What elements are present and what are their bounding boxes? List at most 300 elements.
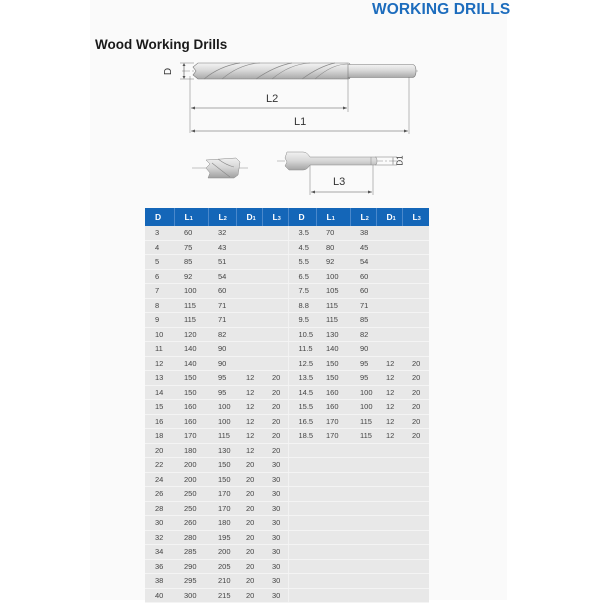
table-cell: [288, 530, 316, 545]
column-header-subscript: 1: [392, 216, 396, 222]
column-header-d-left: [145, 208, 174, 226]
table-row: [145, 472, 429, 487]
column-header-d1-left: [236, 208, 262, 226]
table-cell: 170: [174, 429, 208, 444]
table-cell: [402, 458, 429, 473]
table-cell: [262, 356, 288, 371]
table-cell: 54: [350, 255, 376, 270]
table-cell: 82: [350, 327, 376, 342]
table-cell: 130: [208, 443, 236, 458]
table-cell: [376, 342, 402, 357]
table-cell: 30: [262, 458, 288, 473]
table-cell: 295: [174, 574, 208, 589]
table-cell: 8: [145, 298, 174, 313]
table-cell: 170: [208, 501, 236, 516]
table-cell: [376, 516, 402, 531]
table-row: [145, 255, 429, 270]
table-cell: 92: [316, 255, 350, 270]
table-cell: 36: [145, 559, 174, 574]
table-cell: [262, 327, 288, 342]
table-cell: [262, 226, 288, 240]
table-cell: 92: [174, 269, 208, 284]
table-cell: [376, 226, 402, 240]
table-cell: 140: [174, 356, 208, 371]
table-cell: 100: [208, 400, 236, 415]
table-cell: 82: [208, 327, 236, 342]
table-cell: 13: [145, 371, 174, 386]
table-cell: [376, 313, 402, 328]
table-cell: [402, 545, 429, 560]
table-row: [145, 371, 429, 386]
table-cell: 20: [402, 356, 429, 371]
table-cell: [236, 313, 262, 328]
table-cell: [288, 472, 316, 487]
table-cell: 160: [316, 400, 350, 415]
table-cell: 7.5: [288, 284, 316, 299]
table-cell: 60: [208, 284, 236, 299]
column-header-l2-left: [208, 208, 236, 226]
table-row: [145, 559, 429, 574]
table-cell: 170: [316, 429, 350, 444]
table-cell: [350, 443, 376, 458]
table-row: [145, 530, 429, 545]
table-row: [145, 501, 429, 516]
table-cell: 16: [145, 414, 174, 429]
table-cell: 115: [174, 298, 208, 313]
table-cell: 20: [262, 385, 288, 400]
drill-spec-table: [145, 208, 429, 603]
table-cell: 100: [174, 284, 208, 299]
table-cell: 290: [174, 559, 208, 574]
table-cell: [402, 501, 429, 516]
table-cell: [350, 458, 376, 473]
table-cell: [262, 313, 288, 328]
table-cell: 12: [376, 371, 402, 386]
table-cell: 100: [316, 269, 350, 284]
table-cell: 180: [174, 443, 208, 458]
table-cell: [236, 342, 262, 357]
table-cell: [350, 559, 376, 574]
column-header-subscript: 3: [417, 216, 421, 222]
table-cell: 38: [350, 226, 376, 240]
table-cell: 6: [145, 269, 174, 284]
table-cell: 11.5: [288, 342, 316, 357]
table-cell: 85: [350, 313, 376, 328]
column-header-l1-left: [174, 208, 208, 226]
table-cell: 20: [236, 530, 262, 545]
table-cell: 280: [174, 530, 208, 545]
table-cell: 12: [236, 414, 262, 429]
table-cell: [236, 356, 262, 371]
table-cell: 40: [145, 588, 174, 603]
table-cell: 45: [350, 240, 376, 255]
table-row: [145, 516, 429, 531]
table-cell: 12: [376, 429, 402, 444]
table-cell: [236, 284, 262, 299]
column-header-label: L: [326, 212, 332, 222]
table-cell: [288, 545, 316, 560]
table-cell: 14.5: [288, 385, 316, 400]
table-cell: 20: [262, 429, 288, 444]
table-cell: [376, 545, 402, 560]
table-cell: [350, 530, 376, 545]
table-cell: 15.5: [288, 400, 316, 415]
table-cell: [288, 487, 316, 502]
table-cell: 95: [350, 356, 376, 371]
table-cell: 22: [145, 458, 174, 473]
table-cell: [376, 458, 402, 473]
table-cell: [376, 255, 402, 270]
table-cell: 200: [208, 545, 236, 560]
table-cell: 12: [236, 385, 262, 400]
table-cell: [402, 516, 429, 531]
table-cell: 12: [376, 400, 402, 415]
table-cell: 60: [350, 269, 376, 284]
table-cell: 20: [402, 400, 429, 415]
table-row: [145, 313, 429, 328]
table-cell: 20: [236, 559, 262, 574]
table-row: [145, 298, 429, 313]
table-cell: 90: [350, 342, 376, 357]
table-cell: 115: [316, 298, 350, 313]
table-row: [145, 429, 429, 444]
table-cell: 20: [236, 588, 262, 603]
table-cell: [316, 443, 350, 458]
table-cell: 75: [174, 240, 208, 255]
table-cell: 115: [208, 429, 236, 444]
table-cell: 13.5: [288, 371, 316, 386]
table-cell: [376, 443, 402, 458]
table-header-row: [145, 208, 429, 226]
table-cell: 24: [145, 472, 174, 487]
table-cell: 95: [208, 371, 236, 386]
table-cell: 10.5: [288, 327, 316, 342]
table-cell: [288, 588, 316, 603]
column-header-l3-left: [262, 208, 288, 226]
column-header-label: D: [246, 212, 253, 222]
table-cell: [236, 255, 262, 270]
table-cell: [402, 327, 429, 342]
table-cell: 8.8: [288, 298, 316, 313]
table-cell: 90: [208, 356, 236, 371]
table-cell: 71: [208, 313, 236, 328]
table-cell: 115: [316, 313, 350, 328]
table-cell: [402, 443, 429, 458]
table-row: [145, 400, 429, 415]
table-cell: 20: [145, 443, 174, 458]
table-cell: 30: [262, 574, 288, 589]
table-cell: 12: [236, 443, 262, 458]
table-cell: 12: [376, 385, 402, 400]
table-cell: 20: [402, 414, 429, 429]
table-cell: [288, 443, 316, 458]
table-cell: [316, 545, 350, 560]
label-d: D: [163, 67, 175, 76]
table-cell: [316, 487, 350, 502]
table-row: [145, 284, 429, 299]
drill-shank-diagram: [275, 148, 410, 198]
table-cell: 3.5: [288, 226, 316, 240]
table-cell: 250: [174, 501, 208, 516]
table-cell: 20: [236, 501, 262, 516]
column-header-l1-right: [316, 208, 350, 226]
table-cell: 215: [208, 588, 236, 603]
table-cell: [236, 298, 262, 313]
table-cell: 12: [145, 356, 174, 371]
table-cell: 150: [316, 371, 350, 386]
table-cell: 12: [236, 429, 262, 444]
table-cell: 200: [174, 458, 208, 473]
table-cell: 18: [145, 429, 174, 444]
table-cell: 71: [208, 298, 236, 313]
table-cell: 140: [174, 342, 208, 357]
table-cell: [288, 501, 316, 516]
table-cell: 20: [402, 385, 429, 400]
table-cell: [262, 284, 288, 299]
table-row: [145, 240, 429, 255]
table-cell: [236, 269, 262, 284]
table-cell: 100: [350, 385, 376, 400]
column-header-subscript: 2: [223, 216, 227, 222]
table-cell: 30: [262, 487, 288, 502]
column-header-l3-right: [402, 208, 429, 226]
drill-dimension-diagram: [160, 58, 420, 138]
table-cell: 85: [174, 255, 208, 270]
table-cell: 43: [208, 240, 236, 255]
table-cell: 20: [402, 429, 429, 444]
table-cell: 30: [262, 530, 288, 545]
table-cell: [288, 516, 316, 531]
table-cell: 26: [145, 487, 174, 502]
table-cell: 30: [262, 545, 288, 560]
table-cell: 20: [262, 443, 288, 458]
column-header-d1-right: [376, 208, 402, 226]
table-cell: [316, 516, 350, 531]
table-cell: [376, 501, 402, 516]
table-body: [145, 226, 429, 603]
table-cell: 20: [262, 400, 288, 415]
table-row: [145, 269, 429, 284]
table-cell: [402, 559, 429, 574]
table-cell: [236, 240, 262, 255]
section-title: Wood Working Drills: [95, 37, 228, 52]
table-cell: 160: [174, 400, 208, 415]
table-cell: [316, 501, 350, 516]
table-cell: 180: [208, 516, 236, 531]
table-row: [145, 574, 429, 589]
table-cell: 80: [316, 240, 350, 255]
table-row: [145, 443, 429, 458]
table-cell: 150: [174, 385, 208, 400]
column-header-label: L: [412, 212, 418, 222]
table-cell: 195: [208, 530, 236, 545]
column-header-label: D: [298, 212, 305, 222]
table-cell: [350, 501, 376, 516]
table-cell: 95: [350, 371, 376, 386]
table-cell: 32: [145, 530, 174, 545]
table-cell: 140: [316, 342, 350, 357]
table-cell: 170: [208, 487, 236, 502]
table-cell: 30: [145, 516, 174, 531]
table-row: [145, 327, 429, 342]
column-header-label: L: [218, 212, 224, 222]
table-cell: 20: [236, 472, 262, 487]
table-cell: 12: [236, 400, 262, 415]
table-cell: [262, 342, 288, 357]
table-cell: 120: [174, 327, 208, 342]
table-cell: [262, 269, 288, 284]
table-cell: 210: [208, 574, 236, 589]
table-cell: [402, 574, 429, 589]
table-cell: 205: [208, 559, 236, 574]
table-cell: [376, 472, 402, 487]
table-cell: 160: [316, 385, 350, 400]
table-cell: 9.5: [288, 313, 316, 328]
table-cell: 105: [316, 284, 350, 299]
table-cell: 15: [145, 400, 174, 415]
table-cell: [316, 530, 350, 545]
table-row: [145, 458, 429, 473]
table-cell: 150: [316, 356, 350, 371]
table-cell: 54: [208, 269, 236, 284]
table-cell: [376, 588, 402, 603]
table-cell: [402, 342, 429, 357]
table-cell: [262, 298, 288, 313]
table-cell: 20: [236, 458, 262, 473]
table-cell: [402, 472, 429, 487]
table-cell: 160: [174, 414, 208, 429]
column-header-label: D: [386, 212, 393, 222]
table-row: [145, 414, 429, 429]
table-cell: 12: [376, 414, 402, 429]
table-cell: 170: [316, 414, 350, 429]
column-header-label: L: [272, 212, 278, 222]
table-row: [145, 487, 429, 502]
table-cell: 100: [208, 414, 236, 429]
table-cell: 4: [145, 240, 174, 255]
table-row: [145, 226, 429, 240]
table-cell: 12: [236, 371, 262, 386]
table-cell: 30: [262, 588, 288, 603]
table-cell: 100: [350, 400, 376, 415]
table-row: [145, 545, 429, 560]
table-cell: 150: [174, 371, 208, 386]
table-cell: [262, 255, 288, 270]
label-l1: L1: [294, 116, 307, 128]
table-cell: 20: [262, 414, 288, 429]
table-cell: [316, 574, 350, 589]
table-cell: [316, 472, 350, 487]
table-cell: 30: [262, 516, 288, 531]
table-cell: 20: [262, 371, 288, 386]
table-cell: 115: [350, 414, 376, 429]
table-cell: 115: [174, 313, 208, 328]
table-cell: 285: [174, 545, 208, 560]
table-cell: [402, 240, 429, 255]
table-cell: 38: [145, 574, 174, 589]
table-cell: [376, 284, 402, 299]
table-cell: 5: [145, 255, 174, 270]
table-cell: [316, 559, 350, 574]
table-cell: 90: [208, 342, 236, 357]
column-header-label: L: [184, 212, 190, 222]
table-cell: 51: [208, 255, 236, 270]
label-l2: L2: [266, 93, 279, 105]
column-header-subscript: 1: [252, 216, 256, 222]
table-cell: 34: [145, 545, 174, 560]
table-cell: 16.5: [288, 414, 316, 429]
table-row: [145, 588, 429, 603]
table-cell: 30: [262, 472, 288, 487]
column-header-label: L: [360, 212, 366, 222]
table-cell: [402, 588, 429, 603]
table-cell: [350, 487, 376, 502]
table-cell: 28: [145, 501, 174, 516]
table-cell: 5.5: [288, 255, 316, 270]
table-cell: 250: [174, 487, 208, 502]
table-cell: 20: [236, 487, 262, 502]
column-header-subscript: 3: [277, 216, 281, 222]
table-row: [145, 385, 429, 400]
table-cell: [316, 588, 350, 603]
table-cell: 11: [145, 342, 174, 357]
column-header-label: D: [155, 212, 162, 222]
brand-title: WORKING DRILLS: [372, 1, 511, 18]
table-cell: [402, 530, 429, 545]
table-cell: 115: [350, 429, 376, 444]
label-l3: L3: [333, 176, 346, 188]
table-cell: [288, 559, 316, 574]
table-cell: [376, 240, 402, 255]
table-cell: [376, 487, 402, 502]
table-cell: 20: [236, 545, 262, 560]
table-cell: 20: [402, 371, 429, 386]
table-cell: [288, 458, 316, 473]
table-cell: [402, 269, 429, 284]
table-cell: 3: [145, 226, 174, 240]
table-cell: 200: [174, 472, 208, 487]
table-cell: 150: [208, 472, 236, 487]
table-cell: 95: [208, 385, 236, 400]
table-cell: 7: [145, 284, 174, 299]
table-cell: [376, 530, 402, 545]
table-cell: [376, 327, 402, 342]
table-cell: 12: [376, 356, 402, 371]
table-cell: 150: [208, 458, 236, 473]
table-cell: [236, 327, 262, 342]
table-cell: [350, 545, 376, 560]
table-cell: [376, 559, 402, 574]
table-cell: 70: [316, 226, 350, 240]
table-cell: [350, 574, 376, 589]
table-cell: [236, 226, 262, 240]
table-row: [145, 342, 429, 357]
table-cell: [376, 574, 402, 589]
table-cell: 60: [174, 226, 208, 240]
table-cell: 12.5: [288, 356, 316, 371]
table-cell: [350, 516, 376, 531]
table-cell: 4.5: [288, 240, 316, 255]
table-cell: 18.5: [288, 429, 316, 444]
table-cell: 130: [316, 327, 350, 342]
column-header-d-right: [288, 208, 316, 226]
table-cell: [402, 226, 429, 240]
table-cell: 300: [174, 588, 208, 603]
table-cell: 6.5: [288, 269, 316, 284]
column-header-subscript: 1: [331, 216, 335, 222]
table-cell: [376, 269, 402, 284]
column-header-subscript: 1: [189, 216, 193, 222]
